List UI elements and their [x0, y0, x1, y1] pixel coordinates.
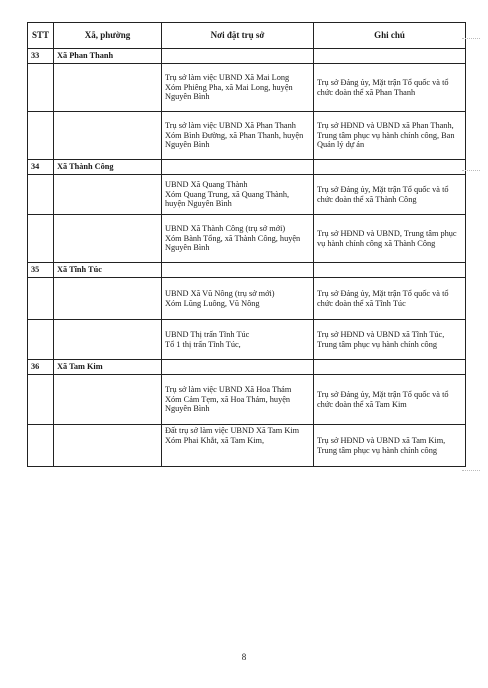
table-row	[28, 175, 466, 215]
note-cell	[314, 175, 466, 215]
office-text: Đất trụ sở làm việc UBND Xã Tam Kim Xóm Phai Khắt, xã Tam Kim,	[165, 426, 300, 445]
note-cell	[314, 375, 466, 425]
table-row	[28, 320, 466, 360]
note-text: Trụ sở Đảng ủy, Mặt trận Tổ quốc và tổ chức đoàn thể xã Thành Công	[317, 184, 449, 204]
table-row	[28, 215, 466, 263]
commune-stt: 34	[28, 160, 54, 175]
office-text: UBND Xã Vũ Nông (trụ sở mới) Xóm Lũng Luông, Vũ Nông	[165, 288, 275, 308]
note-text: Trụ sở HĐND và UBND xã Tam Kim, Trung tâm phục vụ hành chính công	[317, 435, 446, 455]
table-row	[28, 375, 466, 425]
note-text: Trụ sở HĐND và UBND xã Phan Thanh, Trung tâm phục vụ hành chính công, Ban Quản lý dự án	[317, 120, 455, 150]
table-header-row	[28, 23, 466, 49]
table-row	[28, 425, 466, 467]
commune-row	[28, 360, 466, 375]
office-text: UBND Thị trấn Tĩnh Túc Tổ 1 thị trấn Tĩnh Túc,	[165, 329, 250, 349]
table-row	[28, 112, 466, 160]
office-text: Trụ sở làm việc UBND Xã Mai Long Xóm Phiêng Pha, xã Mai Long, huyện Nguyên Bình	[165, 72, 293, 102]
note-cell	[314, 320, 466, 360]
office-cell	[162, 320, 314, 360]
office-cell	[162, 425, 314, 467]
note-text: Trụ sở Đảng ủy, Mặt trận Tổ quốc và tổ chức đoàn thể xã Phan Thanh	[317, 77, 449, 97]
commune-office-table	[27, 22, 466, 467]
office-text: UBND Xã Thành Công (trụ sở mới) Xóm Bành Tổng, xã Thành Công, huyện Nguyên Bình	[165, 223, 301, 253]
commune-name: Xã Thành Công	[54, 160, 162, 175]
commune-name: Xã Phan Thanh	[54, 49, 162, 64]
office-cell	[162, 215, 314, 263]
office-cell	[162, 278, 314, 320]
table-row	[28, 278, 466, 320]
office-cell	[162, 112, 314, 160]
commune-row	[28, 49, 466, 64]
commune-stt: 36	[28, 360, 54, 375]
office-cell	[162, 64, 314, 112]
office-cell	[162, 375, 314, 425]
office-cell	[162, 175, 314, 215]
header-office: Nơi đặt trụ sở	[162, 23, 314, 49]
note-text: Trụ sở Đảng ủy, Mặt trận Tổ quốc và tổ chức đoàn thể xã Tĩnh Túc	[317, 288, 449, 308]
commune-name: Xã Tam Kim	[54, 360, 162, 375]
note-cell	[314, 278, 466, 320]
table-row	[28, 64, 466, 112]
commune-row	[28, 263, 466, 278]
office-text: UBND Xã Quang Thành Xóm Quang Trung, xã Quang Thành, huyện Nguyên Bình	[165, 179, 290, 209]
scan-edge-mark	[462, 170, 480, 171]
header-stt: STT	[28, 23, 54, 49]
commune-row	[28, 160, 466, 175]
office-text: Trụ sở làm việc UBND Xã Phan Thanh Xóm Bình Đường, xã Phan Thanh, huyện Nguyên Bình	[165, 120, 304, 150]
note-cell	[314, 215, 466, 263]
commune-name: Xã Tĩnh Túc	[54, 263, 162, 278]
page-number: 8	[241, 652, 247, 662]
commune-stt: 35	[28, 263, 54, 278]
office-text: Trụ sở làm việc UBND Xã Hoa Thám Xóm Cảm Tẹm, xã Hoa Thám, huyện Nguyên Bình	[165, 384, 292, 414]
note-text: Trụ sở HĐND và UBND, Trung tâm phục vụ hành chính công xã Thành Công	[317, 228, 457, 248]
scan-edge-mark	[462, 470, 480, 471]
note-text: Trụ sở HĐND và UBND xã Tĩnh Túc, Trung tâm phục vụ hành chính công	[317, 329, 445, 349]
note-cell	[314, 425, 466, 467]
note-cell	[314, 64, 466, 112]
note-text: Trụ sở Đảng ủy, Mặt trận Tổ quốc và tổ chức đoàn thể xã Tam Kim	[317, 389, 449, 409]
note-cell	[314, 112, 466, 160]
header-commune: Xã, phường	[54, 23, 162, 49]
header-note: Ghi chú	[314, 23, 466, 49]
scan-edge-mark	[462, 38, 480, 39]
commune-stt: 33	[28, 49, 54, 64]
